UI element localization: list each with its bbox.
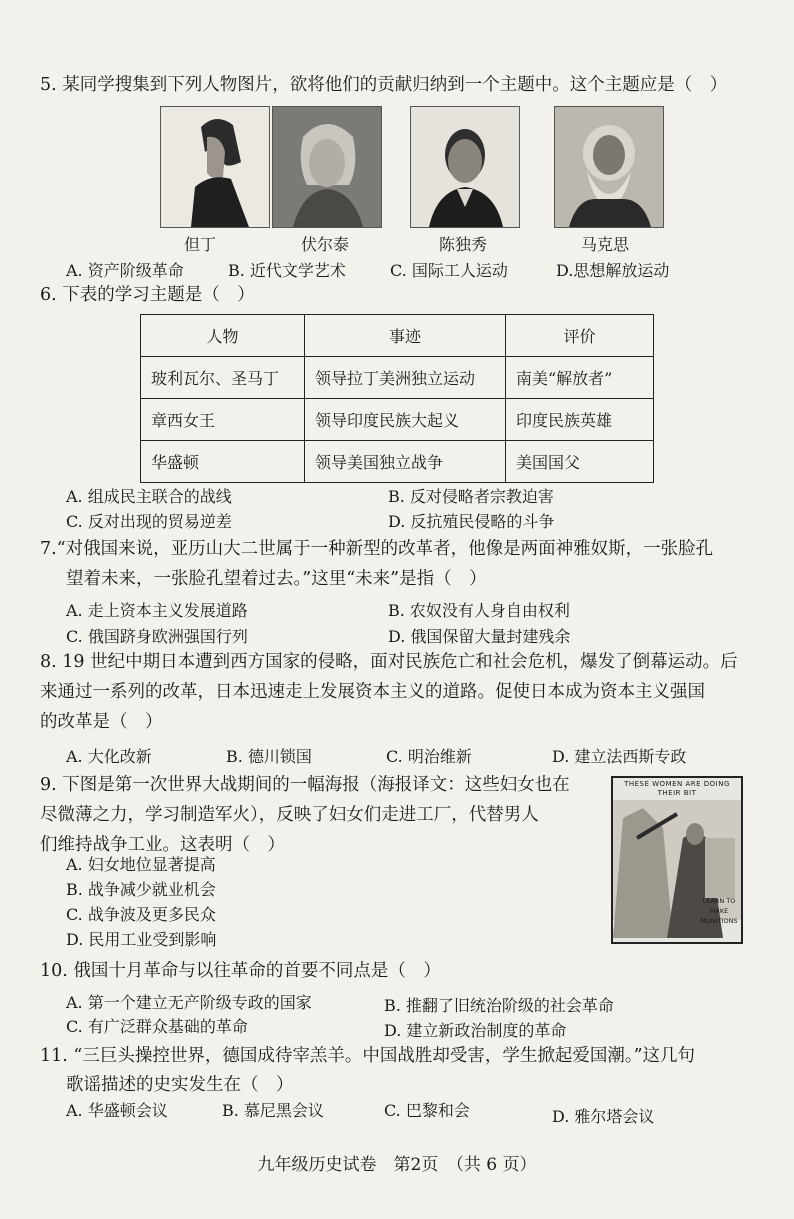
q10-option-c[interactable]: C. 有广泛群众基础的革命 (66, 1017, 248, 1036)
table-cell: 领导拉丁美洲独立运动 (305, 357, 506, 399)
q8-line1: 8. 19 世纪中期日本遭到西方国家的侵略，面对民族危亡和社会危机，爆发了倒幕运动。后 (40, 652, 738, 672)
q6-option-d[interactable]: D. 反抗殖民侵略的斗争 (388, 512, 555, 531)
q9-line3: 们维持战争工业。这表明（ ） (40, 835, 285, 855)
q8-line3: 的改革是（ ） (40, 712, 163, 732)
q9-option-d[interactable]: D. 民用工业受到影响 (66, 930, 217, 949)
q11-option-b[interactable]: B. 慕尼黑会议 (222, 1101, 324, 1120)
caption-voltaire: 伏尔泰 (300, 235, 349, 254)
q7-option-d[interactable]: D. 俄国保留大量封建残余 (388, 627, 571, 646)
table-header: 事迹 (305, 315, 506, 357)
q7-line2: 望着未来，一张脸孔望着过去。”这里“未来”是指（ ） (66, 569, 487, 589)
table-cell: 领导美国独立战争 (305, 441, 506, 483)
q11-option-a[interactable]: A. 华盛顿会议 (66, 1101, 168, 1120)
table-cell: 领导印度民族大起义 (305, 399, 506, 441)
q7-line1: 7.“对俄国来说，亚历山大二世属于一种新型的改革者，他像是两面神雅奴斯，一张脸孔 (40, 539, 714, 559)
ww1-poster (611, 776, 743, 944)
table-cell: 南美“解放者” (506, 357, 654, 399)
q7-option-c[interactable]: C. 俄国跻身欧洲强国行列 (66, 627, 248, 646)
caption-marx: 马克思 (580, 235, 629, 254)
q6-option-b[interactable]: B. 反对侵略者宗教迫害 (388, 487, 554, 506)
q8-line2: 来通过一系列的改革，日本迅速走上发展资本主义的道路。促使日本成为资本主义强国 (40, 682, 705, 702)
q5-option-c[interactable]: C. 国际工人运动 (390, 261, 508, 280)
poster-top-text: THESE WOMEN ARE DOING THEIR BIT (624, 780, 730, 797)
table-cell: 美国国父 (506, 441, 654, 483)
marx-portrait (554, 106, 664, 228)
table-row (141, 357, 654, 399)
q6-option-a[interactable]: A. 组成民主联合的战线 (66, 487, 232, 506)
page-footer: 九年级历史试卷 第2页 （共 6 页） (257, 1155, 537, 1175)
table-row (141, 441, 654, 483)
table-cell: 印度民族英雄 (506, 399, 654, 441)
q9-option-a[interactable]: A. 妇女地位显著提高 (66, 855, 216, 874)
q6-option-c[interactable]: C. 反对出现的贸易逆差 (66, 512, 232, 531)
q8-option-a[interactable]: A. 大化改新 (66, 747, 152, 766)
q5-stem: 5. 某同学搜集到下列人物图片，欲将他们的贡献归纳到一个主题中。这个主题应是（ ） (40, 75, 728, 95)
q8-option-b[interactable]: B. 德川锁国 (226, 747, 312, 766)
q9-option-b[interactable]: B. 战争减少就业机会 (66, 880, 216, 899)
chen-duxiu-portrait (410, 106, 520, 228)
q8-option-c[interactable]: C. 明治维新 (386, 747, 472, 766)
q11-option-c[interactable]: C. 巴黎和会 (384, 1101, 470, 1120)
q7-option-b[interactable]: B. 农奴没有人身自由权利 (388, 601, 570, 620)
q7-option-a[interactable]: A. 走上资本主义发展道路 (66, 601, 248, 620)
q5-option-d[interactable]: D.思想解放运动 (556, 261, 670, 280)
table-cell: 章西女王 (141, 399, 305, 441)
q5-option-b[interactable]: B. 近代文学艺术 (228, 261, 346, 280)
table-header: 人物 (141, 315, 305, 357)
q8-option-d[interactable]: D. 建立法西斯专政 (552, 747, 687, 766)
table-cell: 玻利瓦尔、圣马丁 (141, 357, 305, 399)
voltaire-portrait (272, 106, 382, 228)
poster-bottom-text: LEARN TO MAKE MUNITIONS (700, 897, 738, 925)
table-header-row (141, 315, 654, 357)
caption-chen-duxiu: 陈独秀 (438, 235, 487, 254)
q11-line1: 11. “三巨头操控世界，德国成待宰羔羊。中国战胜却受害，学生掀起爱国潮。”这几句 (40, 1046, 696, 1066)
dante-portrait (160, 106, 270, 228)
table-header: 评价 (506, 315, 654, 357)
q10-stem: 10. 俄国十月革命与以往革命的首要不同点是（ ） (40, 961, 441, 981)
table-row (141, 399, 654, 441)
q10-option-b[interactable]: B. 推翻了旧统治阶级的社会革命 (384, 996, 614, 1015)
q11-line2: 歌谣描述的史实发生在（ ） (66, 1075, 294, 1095)
table-cell: 华盛顿 (141, 441, 305, 483)
q9-option-c[interactable]: C. 战争波及更多民众 (66, 905, 216, 924)
q9-line2: 尽微薄之力，学习制造军火），反映了妇女们走进工厂，代替男人 (40, 805, 539, 825)
caption-dante: 但丁 (183, 235, 216, 254)
q11-option-d[interactable]: D. 雅尔塔会议 (552, 1107, 655, 1126)
q6-table (140, 314, 654, 483)
q10-option-a[interactable]: A. 第一个建立无产阶级专政的国家 (66, 993, 312, 1012)
q9-line1: 9. 下图是第一次世界大战期间的一幅海报（海报译文：这些妇女也在 (40, 775, 570, 795)
q5-option-a[interactable]: A. 资产阶级革命 (66, 261, 184, 280)
q6-stem: 6. 下表的学习主题是（ ） (40, 285, 255, 305)
q10-option-d[interactable]: D. 建立新政治制度的革命 (384, 1021, 567, 1040)
